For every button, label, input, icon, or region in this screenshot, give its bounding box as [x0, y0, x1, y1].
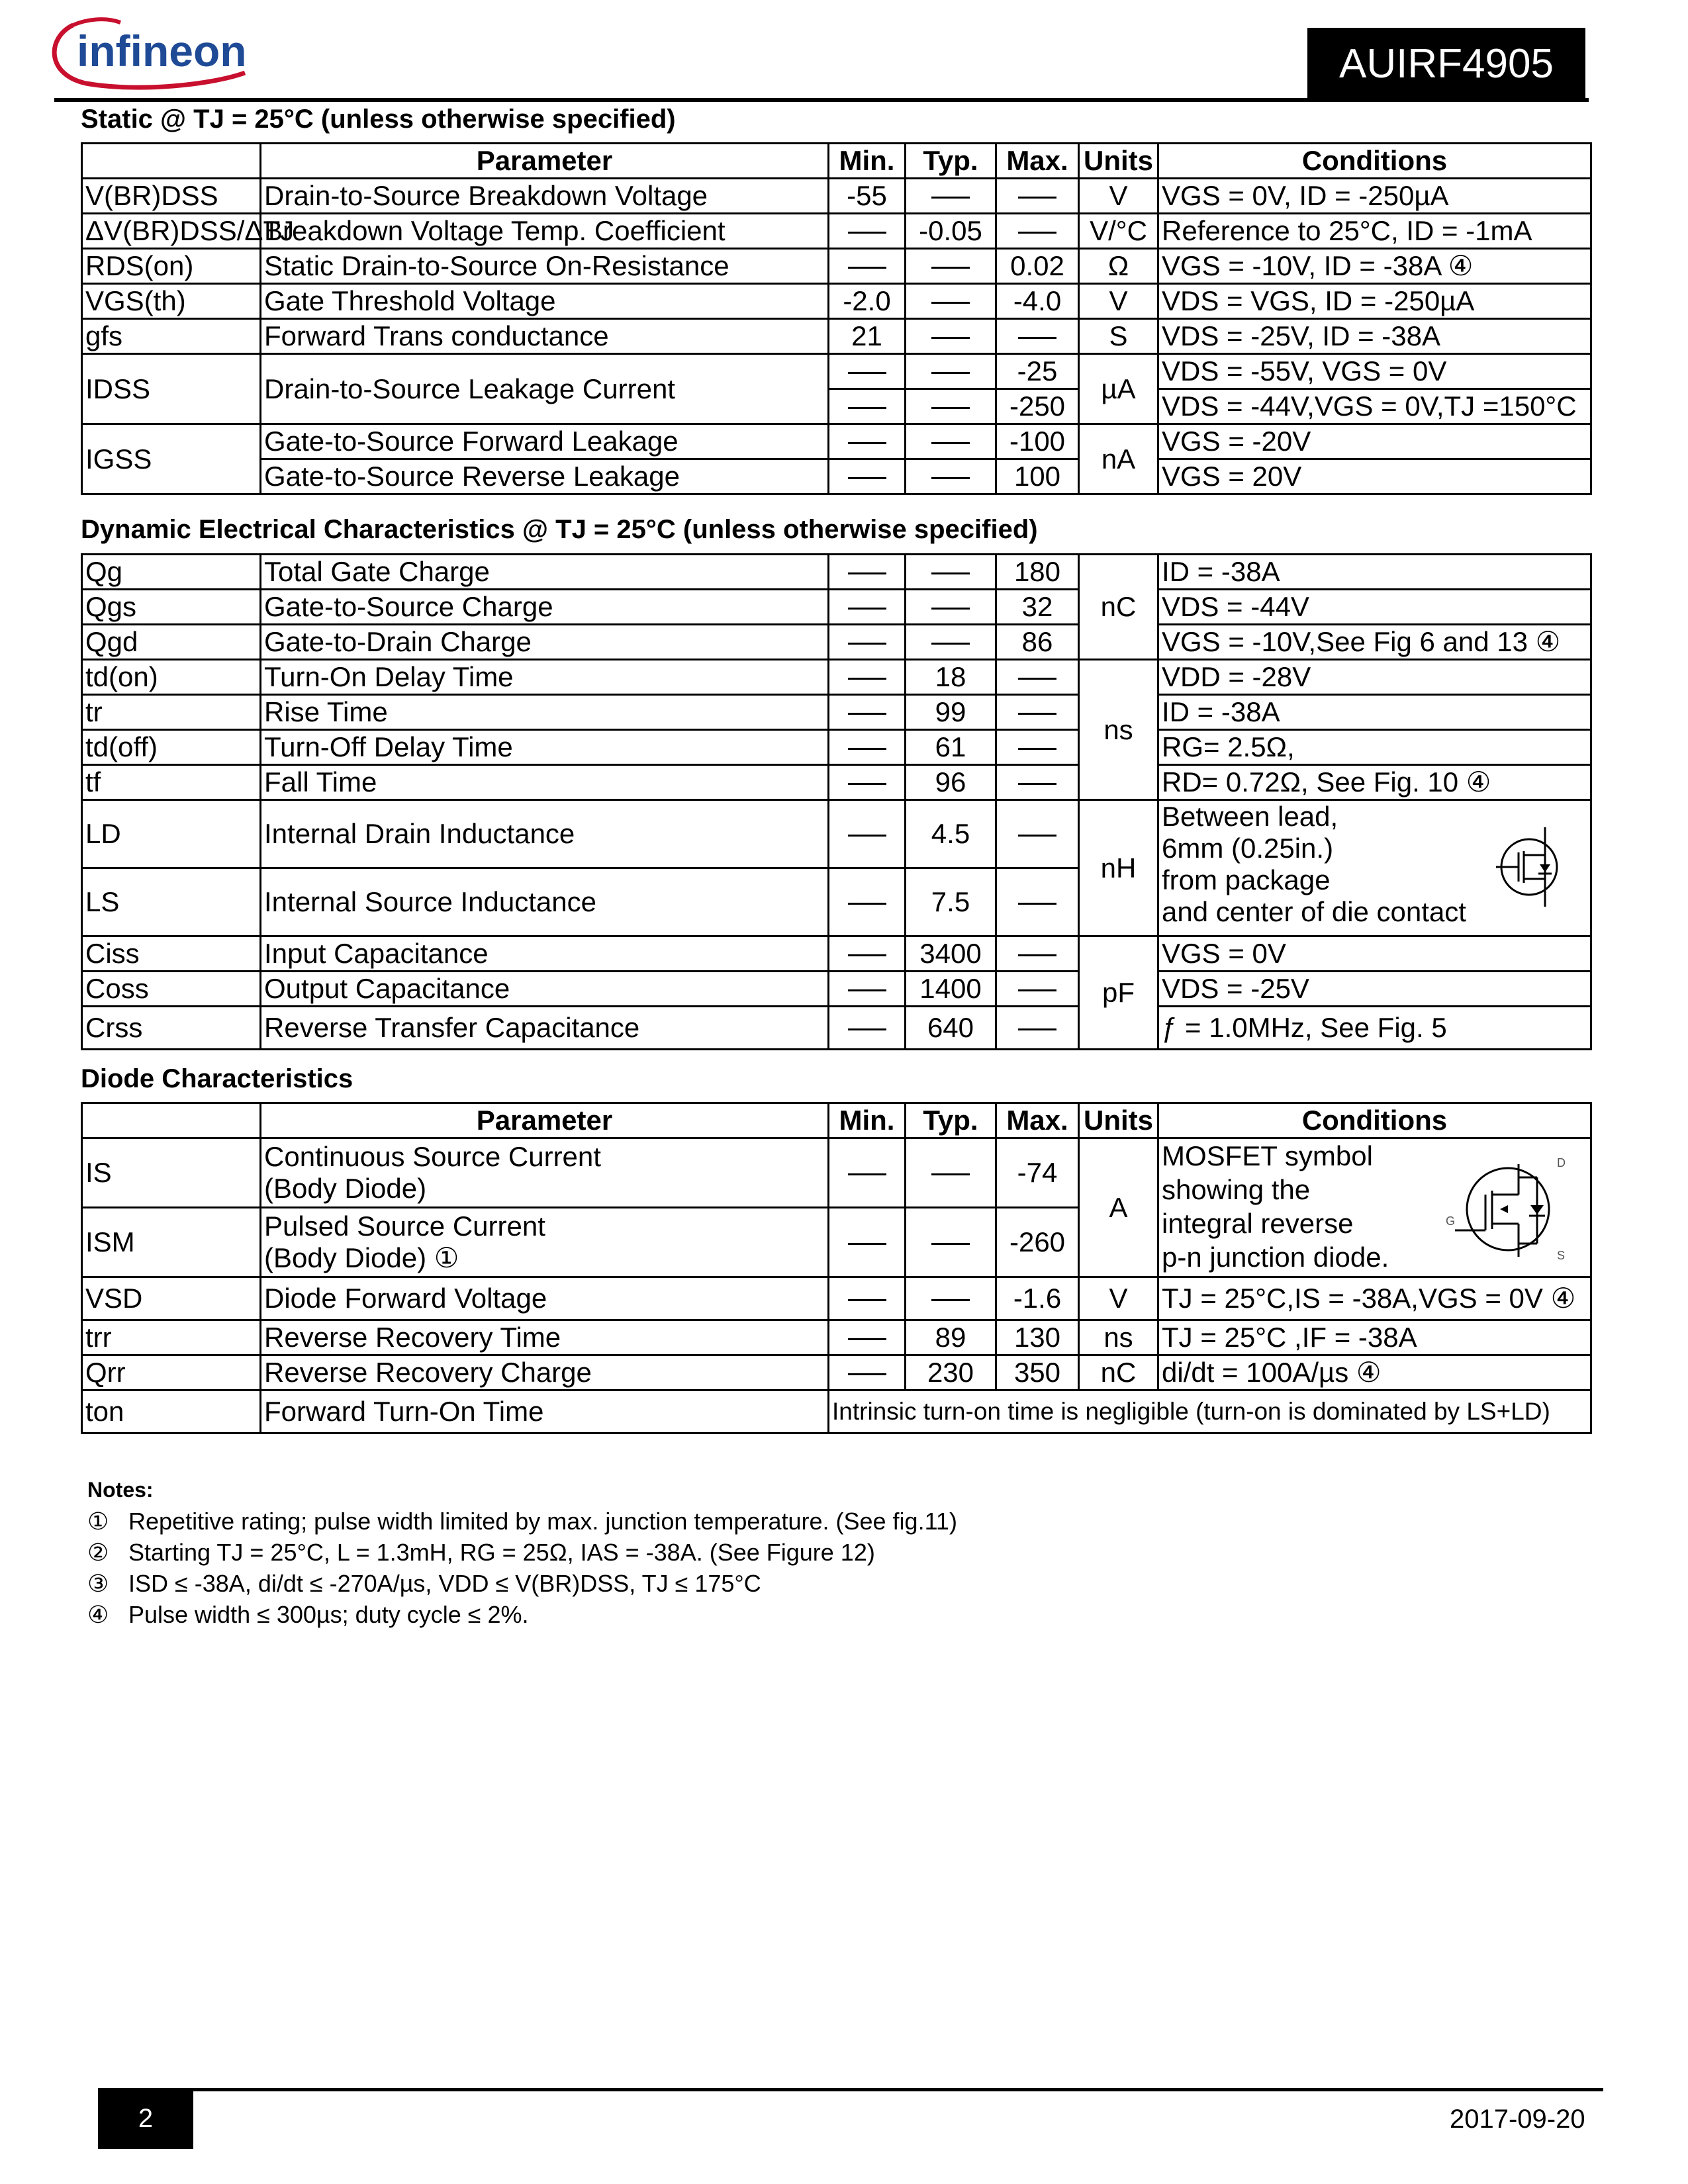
static-header-row: [82, 144, 1591, 179]
symbol: IGSS: [82, 424, 261, 494]
max-value: 32: [996, 590, 1079, 625]
max-value: 0.02: [996, 249, 1079, 284]
dash-placeholder: [931, 407, 970, 409]
parameter: Total Gate Charge: [261, 555, 829, 590]
parameter: Drain-to-Source Breakdown Voltage: [261, 179, 829, 214]
dash-placeholder: [848, 1338, 886, 1340]
header-rule: [54, 98, 1589, 102]
page-number: 2: [98, 2088, 193, 2149]
symbol: Ciss: [82, 936, 261, 972]
dash-placeholder: [848, 1299, 886, 1301]
dash-placeholder: [848, 748, 886, 750]
header-min: Min.: [829, 1103, 906, 1138]
mosfet-body-diode-icon: [1444, 1151, 1577, 1263]
symbol: Qgd: [82, 625, 261, 660]
param-line: Pulsed Source Current: [264, 1210, 545, 1242]
diode-header-row: [82, 1103, 1591, 1138]
table-row: [82, 249, 1591, 284]
parameter: Turn-Off Delay Time: [261, 730, 829, 765]
conditions: VGS = 20V: [1158, 459, 1591, 494]
note-mark: ④: [87, 1601, 109, 1628]
unit: ns: [1079, 1320, 1158, 1355]
dash-placeholder: [848, 678, 886, 680]
note-mark: ②: [87, 1539, 109, 1566]
dash-placeholder: [931, 442, 970, 444]
conditions: VDS = -25V, ID = -38A: [1158, 319, 1591, 354]
max-value: -74: [996, 1138, 1079, 1208]
conditions: ID = -38A: [1158, 555, 1591, 590]
symbol: Qg: [82, 555, 261, 590]
parameter: Fall Time: [261, 765, 829, 800]
parameter: Forward Trans conductance: [261, 319, 829, 354]
symbol: VGS(th): [82, 284, 261, 319]
symbol: trr: [82, 1320, 261, 1355]
diode-table: [81, 1102, 1592, 1434]
min-value: 21: [829, 319, 906, 354]
symbol: td(on): [82, 660, 261, 695]
table-row: [82, 424, 1591, 459]
dash-placeholder: [1018, 835, 1056, 837]
cond-line: 6mm (0.25in.): [1162, 833, 1334, 864]
table-row: [82, 319, 1591, 354]
parameter: Gate Threshold Voltage: [261, 284, 829, 319]
dash-placeholder: [848, 477, 886, 479]
dash-placeholder: [848, 442, 886, 444]
max-value: 350: [996, 1355, 1079, 1390]
conditions: VDS = -55V, VGS = 0V: [1158, 354, 1591, 389]
table-row: [82, 730, 1591, 765]
table-row: [82, 555, 1591, 590]
symbol: LD: [82, 800, 261, 868]
symbol: V(BR)DSS: [82, 179, 261, 214]
parameter: [261, 1208, 829, 1277]
max-value: -4.0: [996, 284, 1079, 319]
typ-value: 3400: [906, 936, 996, 972]
note-text: ISD ≤ -38A, di/dt ≤ -270A/µs, VDD ≤ V(BR)DSS, TJ ≤ 175°C: [128, 1570, 761, 1597]
infineon-logo: [46, 12, 258, 98]
conditions: VGS = 0V: [1158, 936, 1591, 972]
dash-placeholder: [848, 1173, 886, 1175]
revision-date: 2017-09-20: [1450, 2105, 1585, 2134]
conditions: di/dt = 100A/µs ④: [1158, 1355, 1591, 1390]
table-row: [82, 590, 1591, 625]
cond-line: from package: [1162, 864, 1331, 895]
dash-placeholder: [931, 477, 970, 479]
note-text: Pulse width ≤ 300µs; duty cycle ≤ 2%.: [128, 1601, 529, 1628]
symbol: Qrr: [82, 1355, 261, 1390]
max-value: -260: [996, 1208, 1079, 1277]
symbol: RDS(on): [82, 249, 261, 284]
table-row: [82, 695, 1591, 730]
typ-value: 230: [906, 1355, 996, 1390]
note-text: Starting TJ = 25°C, L = 1.3mH, RG = 25Ω, IAS = -38A. (See Figure 12): [128, 1539, 875, 1566]
dash-placeholder: [1018, 713, 1056, 715]
conditions: VGS = 0V, ID = -250µA: [1158, 179, 1591, 214]
dash-placeholder: [848, 407, 886, 409]
max-value: -25: [996, 354, 1079, 389]
symbol: td(off): [82, 730, 261, 765]
table-row: [82, 1355, 1591, 1390]
conditions: TJ = 25°C ,IF = -38A: [1158, 1320, 1591, 1355]
cond-line: showing the: [1162, 1174, 1311, 1205]
header-parameter: Parameter: [261, 1103, 829, 1138]
unit: nA: [1079, 424, 1158, 494]
static-table: [81, 142, 1592, 495]
parameter: Turn-On Delay Time: [261, 660, 829, 695]
cond-line: Between lead,: [1162, 801, 1338, 832]
parameter: Internal Source Inductance: [261, 868, 829, 936]
max-value: -100: [996, 424, 1079, 459]
conditions: ID = -38A: [1158, 695, 1591, 730]
unit: pF: [1079, 936, 1158, 1050]
dash-placeholder: [848, 572, 886, 574]
parameter: Gate-to-Source Charge: [261, 590, 829, 625]
typ-value: 96: [906, 765, 996, 800]
part-number-badge: AUIRF4905: [1307, 28, 1585, 101]
parameter: Output Capacitance: [261, 972, 829, 1007]
parameter: Rise Time: [261, 695, 829, 730]
conditions: VGS = -20V: [1158, 424, 1591, 459]
max-value: -1.6: [996, 1277, 1079, 1320]
symbol: Coss: [82, 972, 261, 1007]
note-mark: ①: [87, 1508, 109, 1535]
table-row: [82, 936, 1591, 972]
conditions: VDS = -25V: [1158, 972, 1591, 1007]
header-conditions: Conditions: [1158, 1103, 1591, 1138]
dash-placeholder: [931, 608, 970, 610]
symbol: ΔV(BR)DSS/ΔTJ: [82, 214, 261, 249]
typ-value: -0.05: [906, 214, 996, 249]
param-line: (Body Diode): [264, 1173, 427, 1204]
dash-placeholder: [931, 1173, 970, 1175]
conditions: VDD = -28V: [1158, 660, 1591, 695]
note-item: [87, 1537, 957, 1568]
parameter: Static Drain-to-Source On-Resistance: [261, 249, 829, 284]
note-item: [87, 1506, 957, 1537]
dash-placeholder: [931, 372, 970, 374]
symbol: Crss: [82, 1007, 261, 1050]
parameter: Gate-to-Source Forward Leakage: [261, 424, 829, 459]
parameter: [261, 1138, 829, 1208]
unit: V: [1079, 1277, 1158, 1320]
dash-placeholder: [848, 643, 886, 645]
dash-placeholder: [1018, 1028, 1056, 1030]
note-item: [87, 1568, 957, 1599]
dash-placeholder: [1018, 232, 1056, 234]
parameter: Internal Drain Inductance: [261, 800, 829, 868]
header-units: Units: [1079, 144, 1158, 179]
symbol: VSD: [82, 1277, 261, 1320]
dash-placeholder: [848, 267, 886, 269]
dynamic-table: [81, 553, 1592, 1050]
typ-value: 7.5: [906, 868, 996, 936]
notes-title: Notes:: [87, 1478, 154, 1502]
footer-rule: [193, 2088, 1603, 2091]
note-text: Repetitive rating; pulse width limited by max. junction temperature. (See fig.11): [128, 1508, 957, 1535]
unit: V: [1079, 284, 1158, 319]
symbol: IS: [82, 1138, 261, 1208]
dash-placeholder: [1018, 748, 1056, 750]
parameter: Reverse Recovery Time: [261, 1320, 829, 1355]
parameter: Input Capacitance: [261, 936, 829, 972]
conditions: RD= 0.72Ω, See Fig. 10 ④: [1158, 765, 1591, 800]
max-value: 130: [996, 1320, 1079, 1355]
unit: nC: [1079, 1355, 1158, 1390]
conditions: VGS = -10V,See Fig 6 and 13 ④: [1158, 625, 1591, 660]
parameter: Gate-to-Source Reverse Leakage: [261, 459, 829, 494]
symbol: IDSS: [82, 354, 261, 424]
min-value: -55: [829, 179, 906, 214]
max-value: 180: [996, 555, 1079, 590]
conditions: RG= 2.5Ω,: [1158, 730, 1591, 765]
max-value: 86: [996, 625, 1079, 660]
unit: ns: [1079, 660, 1158, 800]
dash-placeholder: [931, 1299, 970, 1301]
dash-placeholder: [931, 643, 970, 645]
dash-placeholder: [848, 835, 886, 837]
unit: nC: [1079, 555, 1158, 660]
table-row: [82, 625, 1591, 660]
parameter: Breakdown Voltage Temp. Coefficient: [261, 214, 829, 249]
param-line: (Body Diode) ①: [264, 1242, 459, 1273]
unit: µA: [1079, 354, 1158, 424]
diode-section-title: Diode Characteristics: [81, 1064, 353, 1093]
conditions: TJ = 25°C,IS = -38A,VGS = 0V ④: [1158, 1277, 1591, 1320]
dash-placeholder: [848, 1373, 886, 1375]
parameter: Reverse Recovery Charge: [261, 1355, 829, 1390]
conditions: Intrinsic turn-on time is negligible (turn-on is dominated by LS+LD): [829, 1390, 1591, 1433]
dash-placeholder: [1018, 337, 1056, 339]
unit: nH: [1079, 800, 1158, 936]
dash-placeholder: [931, 1243, 970, 1245]
typ-value: 99: [906, 695, 996, 730]
header-max: Max.: [996, 144, 1079, 179]
table-row: [82, 1138, 1591, 1208]
note-item: [87, 1599, 957, 1630]
pin-label-g: G: [1446, 1214, 1456, 1228]
param-line: Continuous Source Current: [264, 1141, 601, 1172]
pin-label-d: D: [1557, 1156, 1566, 1169]
symbol: tf: [82, 765, 261, 800]
static-section-title: Static @ TJ = 25°C (unless otherwise specified): [81, 105, 676, 134]
note-mark: ③: [87, 1570, 109, 1597]
cond-line: MOSFET symbol: [1162, 1140, 1373, 1171]
parameter: Gate-to-Drain Charge: [261, 625, 829, 660]
dash-placeholder: [1018, 783, 1056, 785]
parameter: Diode Forward Voltage: [261, 1277, 829, 1320]
dash-placeholder: [848, 989, 886, 991]
mosfet-conditions: [1158, 1138, 1591, 1277]
table-row: [82, 179, 1591, 214]
header-typ: Typ.: [906, 144, 996, 179]
cond-line: and center of die contact: [1162, 896, 1466, 927]
parameter: Drain-to-Source Leakage Current: [261, 354, 829, 424]
dash-placeholder: [931, 572, 970, 574]
dash-placeholder: [931, 337, 970, 339]
header-units: Units: [1079, 1103, 1158, 1138]
dash-placeholder: [931, 267, 970, 269]
dash-placeholder: [1018, 903, 1056, 905]
conditions: ƒ = 1.0MHz, See Fig. 5: [1158, 1007, 1591, 1050]
cond-line: integral reverse: [1162, 1208, 1354, 1239]
max-value: -250: [996, 389, 1079, 424]
min-value: -2.0: [829, 284, 906, 319]
conditions: VGS = -10V, ID = -38A ④: [1158, 249, 1591, 284]
table-row: [82, 1320, 1591, 1355]
mosfet-symbol-icon: [1492, 821, 1571, 913]
conditions: VDS = -44V: [1158, 590, 1591, 625]
dash-placeholder: [848, 713, 886, 715]
conditions: Reference to 25°C, ID = -1mA: [1158, 214, 1591, 249]
dash-placeholder: [1018, 197, 1056, 199]
dash-placeholder: [848, 372, 886, 374]
unit: V/°C: [1079, 214, 1158, 249]
header-parameter: Parameter: [261, 144, 829, 179]
max-value: 100: [996, 459, 1079, 494]
table-row: [82, 660, 1591, 695]
cond-line: p-n junction diode.: [1162, 1242, 1389, 1273]
symbol: LS: [82, 868, 261, 936]
dash-placeholder: [931, 302, 970, 304]
header-typ: Typ.: [906, 1103, 996, 1138]
typ-value: 61: [906, 730, 996, 765]
unit: A: [1079, 1138, 1158, 1277]
symbol: tr: [82, 695, 261, 730]
dash-placeholder: [848, 1243, 886, 1245]
notes: [87, 1475, 957, 1630]
dash-placeholder: [1018, 954, 1056, 956]
typ-value: 18: [906, 660, 996, 695]
symbol: Qgs: [82, 590, 261, 625]
typ-value: 89: [906, 1320, 996, 1355]
parameter: Forward Turn-On Time: [261, 1390, 829, 1433]
table-row: [82, 800, 1591, 868]
table-row: [82, 214, 1591, 249]
symbol: gfs: [82, 319, 261, 354]
pin-label-s: S: [1557, 1249, 1566, 1262]
table-row: [82, 972, 1591, 1007]
table-row: [82, 284, 1591, 319]
dash-placeholder: [848, 903, 886, 905]
dash-placeholder: [1018, 678, 1056, 680]
unit: V: [1079, 179, 1158, 214]
unit: S: [1079, 319, 1158, 354]
dynamic-section-title: Dynamic Electrical Characteristics @ TJ = 25°C (unless otherwise specified): [81, 515, 1038, 544]
inductance-conditions: [1158, 800, 1591, 936]
symbol: ISM: [82, 1208, 261, 1277]
dash-placeholder: [848, 783, 886, 785]
dash-placeholder: [848, 608, 886, 610]
typ-value: 4.5: [906, 800, 996, 868]
table-row: [82, 1007, 1591, 1050]
table-row: [82, 765, 1591, 800]
table-row: [82, 459, 1591, 494]
table-row: [82, 1390, 1591, 1433]
header-max: Max.: [996, 1103, 1079, 1138]
dash-placeholder: [848, 1028, 886, 1030]
dash-placeholder: [848, 232, 886, 234]
table-row: [82, 354, 1591, 389]
table-row: [82, 1277, 1591, 1320]
parameter: Reverse Transfer Capacitance: [261, 1007, 829, 1050]
unit: Ω: [1079, 249, 1158, 284]
header-min: Min.: [829, 144, 906, 179]
conditions: VDS = -44V,VGS = 0V,TJ =150°C: [1158, 389, 1591, 424]
logo-wordmark: infineon: [77, 26, 247, 75]
dash-placeholder: [931, 197, 970, 199]
typ-value: 1400: [906, 972, 996, 1007]
symbol: ton: [82, 1390, 261, 1433]
typ-value: 640: [906, 1007, 996, 1050]
dash-placeholder: [1018, 989, 1056, 991]
dash-placeholder: [848, 954, 886, 956]
header-conditions: Conditions: [1158, 144, 1591, 179]
conditions: VDS = VGS, ID = -250µA: [1158, 284, 1591, 319]
